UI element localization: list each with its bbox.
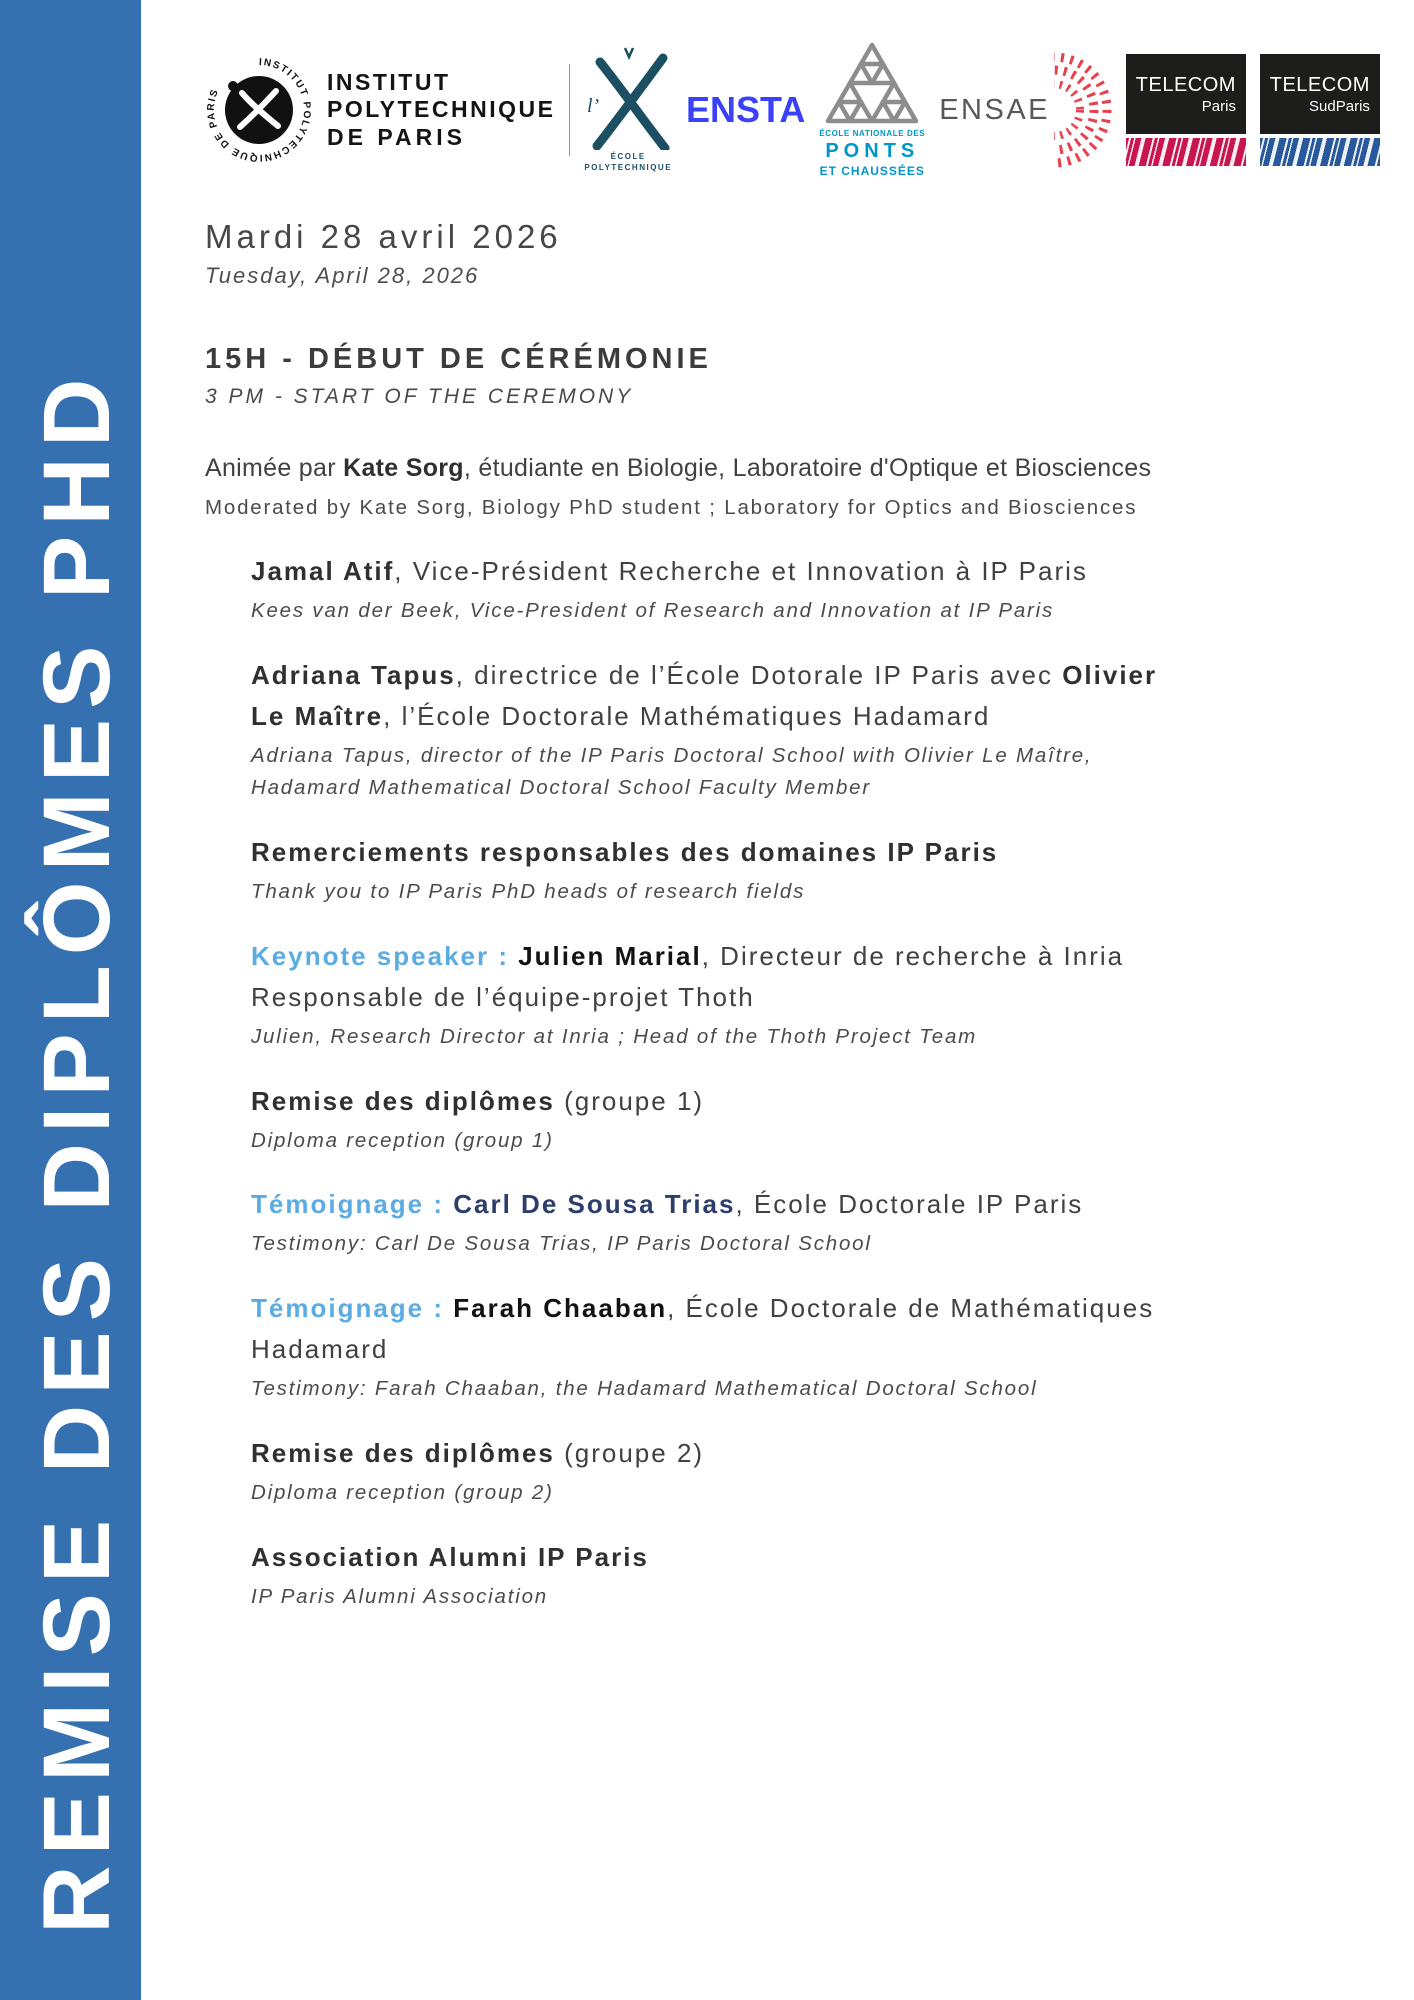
program-text-segment: Remerciements responsables des domaines IP Paris bbox=[251, 836, 999, 867]
program-text-segment: Association Alumni IP Paris bbox=[251, 1542, 649, 1573]
program-text-segment: , École Doctorale de Mathématiques bbox=[667, 1293, 1155, 1324]
ceremony-heading-english: 3 PM - START OF THE CEREMONY bbox=[205, 385, 634, 408]
program-list bbox=[205, 449, 1380, 1673]
program-item-english bbox=[251, 1477, 1380, 1509]
telecom-sudparis-box bbox=[1260, 54, 1380, 134]
ponts-line3: ET CHAUSSÉES bbox=[819, 164, 925, 178]
telecom-paris-line1: TELECOM bbox=[1135, 73, 1236, 96]
program-item-english bbox=[251, 1581, 1380, 1613]
ensae-arcs-icon bbox=[1054, 51, 1112, 169]
program-text-segment: Julien Marial bbox=[518, 940, 702, 971]
sidebar-banner bbox=[0, 0, 141, 2000]
date-block bbox=[205, 218, 1380, 289]
program-item bbox=[251, 832, 1380, 908]
ponts-line2: PONTS bbox=[825, 140, 920, 162]
program-text-segment: Kees van der Beek, Vice-President of Research and Innovation at IP Paris bbox=[251, 599, 1055, 623]
program-item-english bbox=[251, 876, 1380, 908]
telecom-paris-box bbox=[1126, 54, 1246, 134]
program-text-segment: Hadamard Mathematical Doctoral School Faculty Member bbox=[251, 776, 871, 800]
ip-paris-wordmark-line2: POLYTECHNIQUE bbox=[327, 96, 556, 123]
ponts-line1: ÉCOLE NATIONALE DES bbox=[819, 129, 926, 138]
program-item-english bbox=[251, 740, 1380, 804]
program-item-french bbox=[251, 936, 1380, 1018]
program-item-english bbox=[251, 1125, 1380, 1157]
program-text-segment: , directrice de l’École Dotorale IP Paris avec bbox=[455, 660, 1063, 691]
program-item bbox=[251, 655, 1380, 804]
ip-paris-wordmark-line3: DE PARIS bbox=[327, 123, 466, 150]
program-text-segment: (groupe 1) bbox=[554, 1085, 705, 1116]
program-text-segment: Testimony: Carl De Sousa Trias, IP Paris Doctoral School bbox=[251, 1232, 872, 1256]
ecole-polytechnique-logo bbox=[584, 46, 672, 174]
logos-header bbox=[205, 44, 1380, 176]
program-item-english bbox=[251, 1228, 1380, 1260]
ceremony-heading bbox=[205, 343, 1380, 409]
program-text-segment: Responsable de l’équipe-projet Thoth bbox=[251, 981, 755, 1012]
program-text-segment: , Directeur de recherche à Inria bbox=[701, 940, 1125, 971]
program-item-french bbox=[251, 1081, 1380, 1122]
sidebar-vertical-title: REMISE DES DIPLÔMES PHD bbox=[24, 368, 130, 1934]
header-divider bbox=[569, 64, 570, 156]
polytechnique-x-icon bbox=[585, 46, 671, 150]
telecom-paris-pattern bbox=[1126, 138, 1246, 166]
program-item-english bbox=[205, 492, 1380, 524]
date-english: Tuesday, April 28, 2026 bbox=[205, 263, 480, 288]
program-item bbox=[251, 1081, 1380, 1157]
ensae-wordmark: ENSAE bbox=[939, 93, 1051, 126]
program-text-segment: Thank you to IP Paris PhD heads of research fields bbox=[251, 879, 806, 903]
telecom-sudparis-line1: TELECOM bbox=[1269, 73, 1370, 96]
program-text-segment: Le Maître bbox=[251, 701, 384, 732]
program-text-segment: Julien, Research Director at Inria ; Head of the Thoth Project Team bbox=[251, 1024, 978, 1048]
telecom-sudparis-logo bbox=[1260, 54, 1380, 166]
program-text-segment: IP Paris Alumni Association bbox=[251, 1585, 548, 1609]
program-item bbox=[205, 449, 1380, 523]
telecom-paris-line2: Paris bbox=[1201, 97, 1236, 115]
program-text-segment: Olivier bbox=[1062, 660, 1158, 691]
program-text-segment: Témoignage : bbox=[251, 1293, 454, 1324]
program-text-segment: (groupe 2) bbox=[554, 1438, 705, 1469]
program-text-segment: , étudiante en Biologie, Laboratoire d'Optique et Biosciences bbox=[463, 454, 1152, 482]
program-text-segment: Remise des diplômes bbox=[251, 1438, 555, 1469]
polytechnique-caption-line1: ÉCOLE bbox=[610, 152, 646, 162]
program-text-segment: , l’École Doctorale Mathématiques Hadamard bbox=[383, 701, 991, 732]
program-item bbox=[251, 1288, 1380, 1405]
ip-paris-logo bbox=[205, 56, 555, 164]
page-content bbox=[205, 0, 1380, 1673]
ip-paris-wordmark-line1: INSTITUT bbox=[327, 68, 451, 95]
program-text-segment: Témoignage : bbox=[251, 1189, 454, 1220]
svg-text:l’: l’ bbox=[587, 95, 600, 118]
date-french: Mardi 28 avril 2026 bbox=[205, 218, 562, 255]
program-text-segment: Remise des diplômes bbox=[251, 1085, 555, 1116]
ip-paris-logo-mark bbox=[205, 56, 313, 164]
program-item bbox=[251, 1184, 1380, 1260]
program-item bbox=[251, 936, 1380, 1053]
program-text-segment: Farah Chaaban bbox=[453, 1293, 668, 1324]
telecom-paris-logo bbox=[1126, 54, 1246, 166]
polytechnique-caption bbox=[584, 152, 672, 174]
program-text-segment: Diploma reception (group 1) bbox=[251, 1128, 554, 1152]
program-item-french bbox=[251, 1433, 1380, 1474]
program-item bbox=[251, 1433, 1380, 1509]
program-text-segment: Keynote speaker : bbox=[251, 940, 519, 971]
ensae-logo bbox=[939, 51, 1112, 169]
program-item-english bbox=[251, 595, 1380, 627]
program-text-segment: Carl De Sousa Trias bbox=[453, 1189, 736, 1220]
polytechnique-caption-line2: POLYTECHNIQUE bbox=[584, 163, 673, 172]
ceremony-heading-french: 15H - DÉBUT DE CÉRÉMONIE bbox=[205, 343, 712, 375]
program-item bbox=[251, 551, 1380, 627]
program-item-english bbox=[251, 1373, 1380, 1405]
svg-text:INSTITUT POLYTECHNIQUE DE PA: INSTITUT POLYTECHNIQUE DE PARIS bbox=[205, 56, 313, 164]
program-text-segment: Adriana Tapus bbox=[251, 660, 456, 691]
program-item-french bbox=[251, 655, 1380, 737]
program-text-segment: Adriana Tapus, director of the IP Paris Doctoral School with Olivier Le Maître, bbox=[251, 744, 1093, 768]
ponts-wordmark bbox=[819, 129, 925, 179]
program-text-segment: Hadamard bbox=[251, 1334, 389, 1365]
program-text-segment: , École Doctorale IP Paris bbox=[735, 1189, 1084, 1220]
program-item-french bbox=[251, 1184, 1380, 1225]
program-item bbox=[251, 1537, 1380, 1613]
program-text-segment: Testimony: Farah Chaaban, the Hadamard Mathematical Doctoral School bbox=[251, 1377, 1038, 1401]
program-text-segment: Jamal Atif bbox=[251, 556, 395, 587]
program-text-segment: , Vice-Président Recherche et Innovation à IP Paris bbox=[394, 556, 1088, 587]
program-item-french bbox=[251, 551, 1380, 592]
program-text-segment: Animée par bbox=[205, 454, 344, 482]
ensta-logo: ENSTA bbox=[686, 89, 806, 130]
telecom-sudparis-line2: SudParis bbox=[1309, 97, 1370, 115]
program-item-french bbox=[251, 1288, 1380, 1370]
ip-paris-wordmark bbox=[327, 69, 555, 152]
program-item-french bbox=[205, 449, 1380, 489]
program-text-segment: Kate Sorg bbox=[343, 454, 464, 482]
ponts-logo bbox=[819, 41, 925, 179]
program-item-french bbox=[251, 832, 1380, 873]
telecom-sudparis-pattern bbox=[1260, 138, 1380, 166]
program-item-french bbox=[251, 1537, 1380, 1578]
ponts-triangle-icon bbox=[824, 41, 920, 125]
program-text-segment: Diploma reception (group 2) bbox=[251, 1481, 554, 1505]
program-item-english bbox=[251, 1021, 1380, 1053]
program-text-segment: Moderated by Kate Sorg, Biology PhD student ; Laboratory for Optics and Biosciences bbox=[205, 495, 1138, 519]
